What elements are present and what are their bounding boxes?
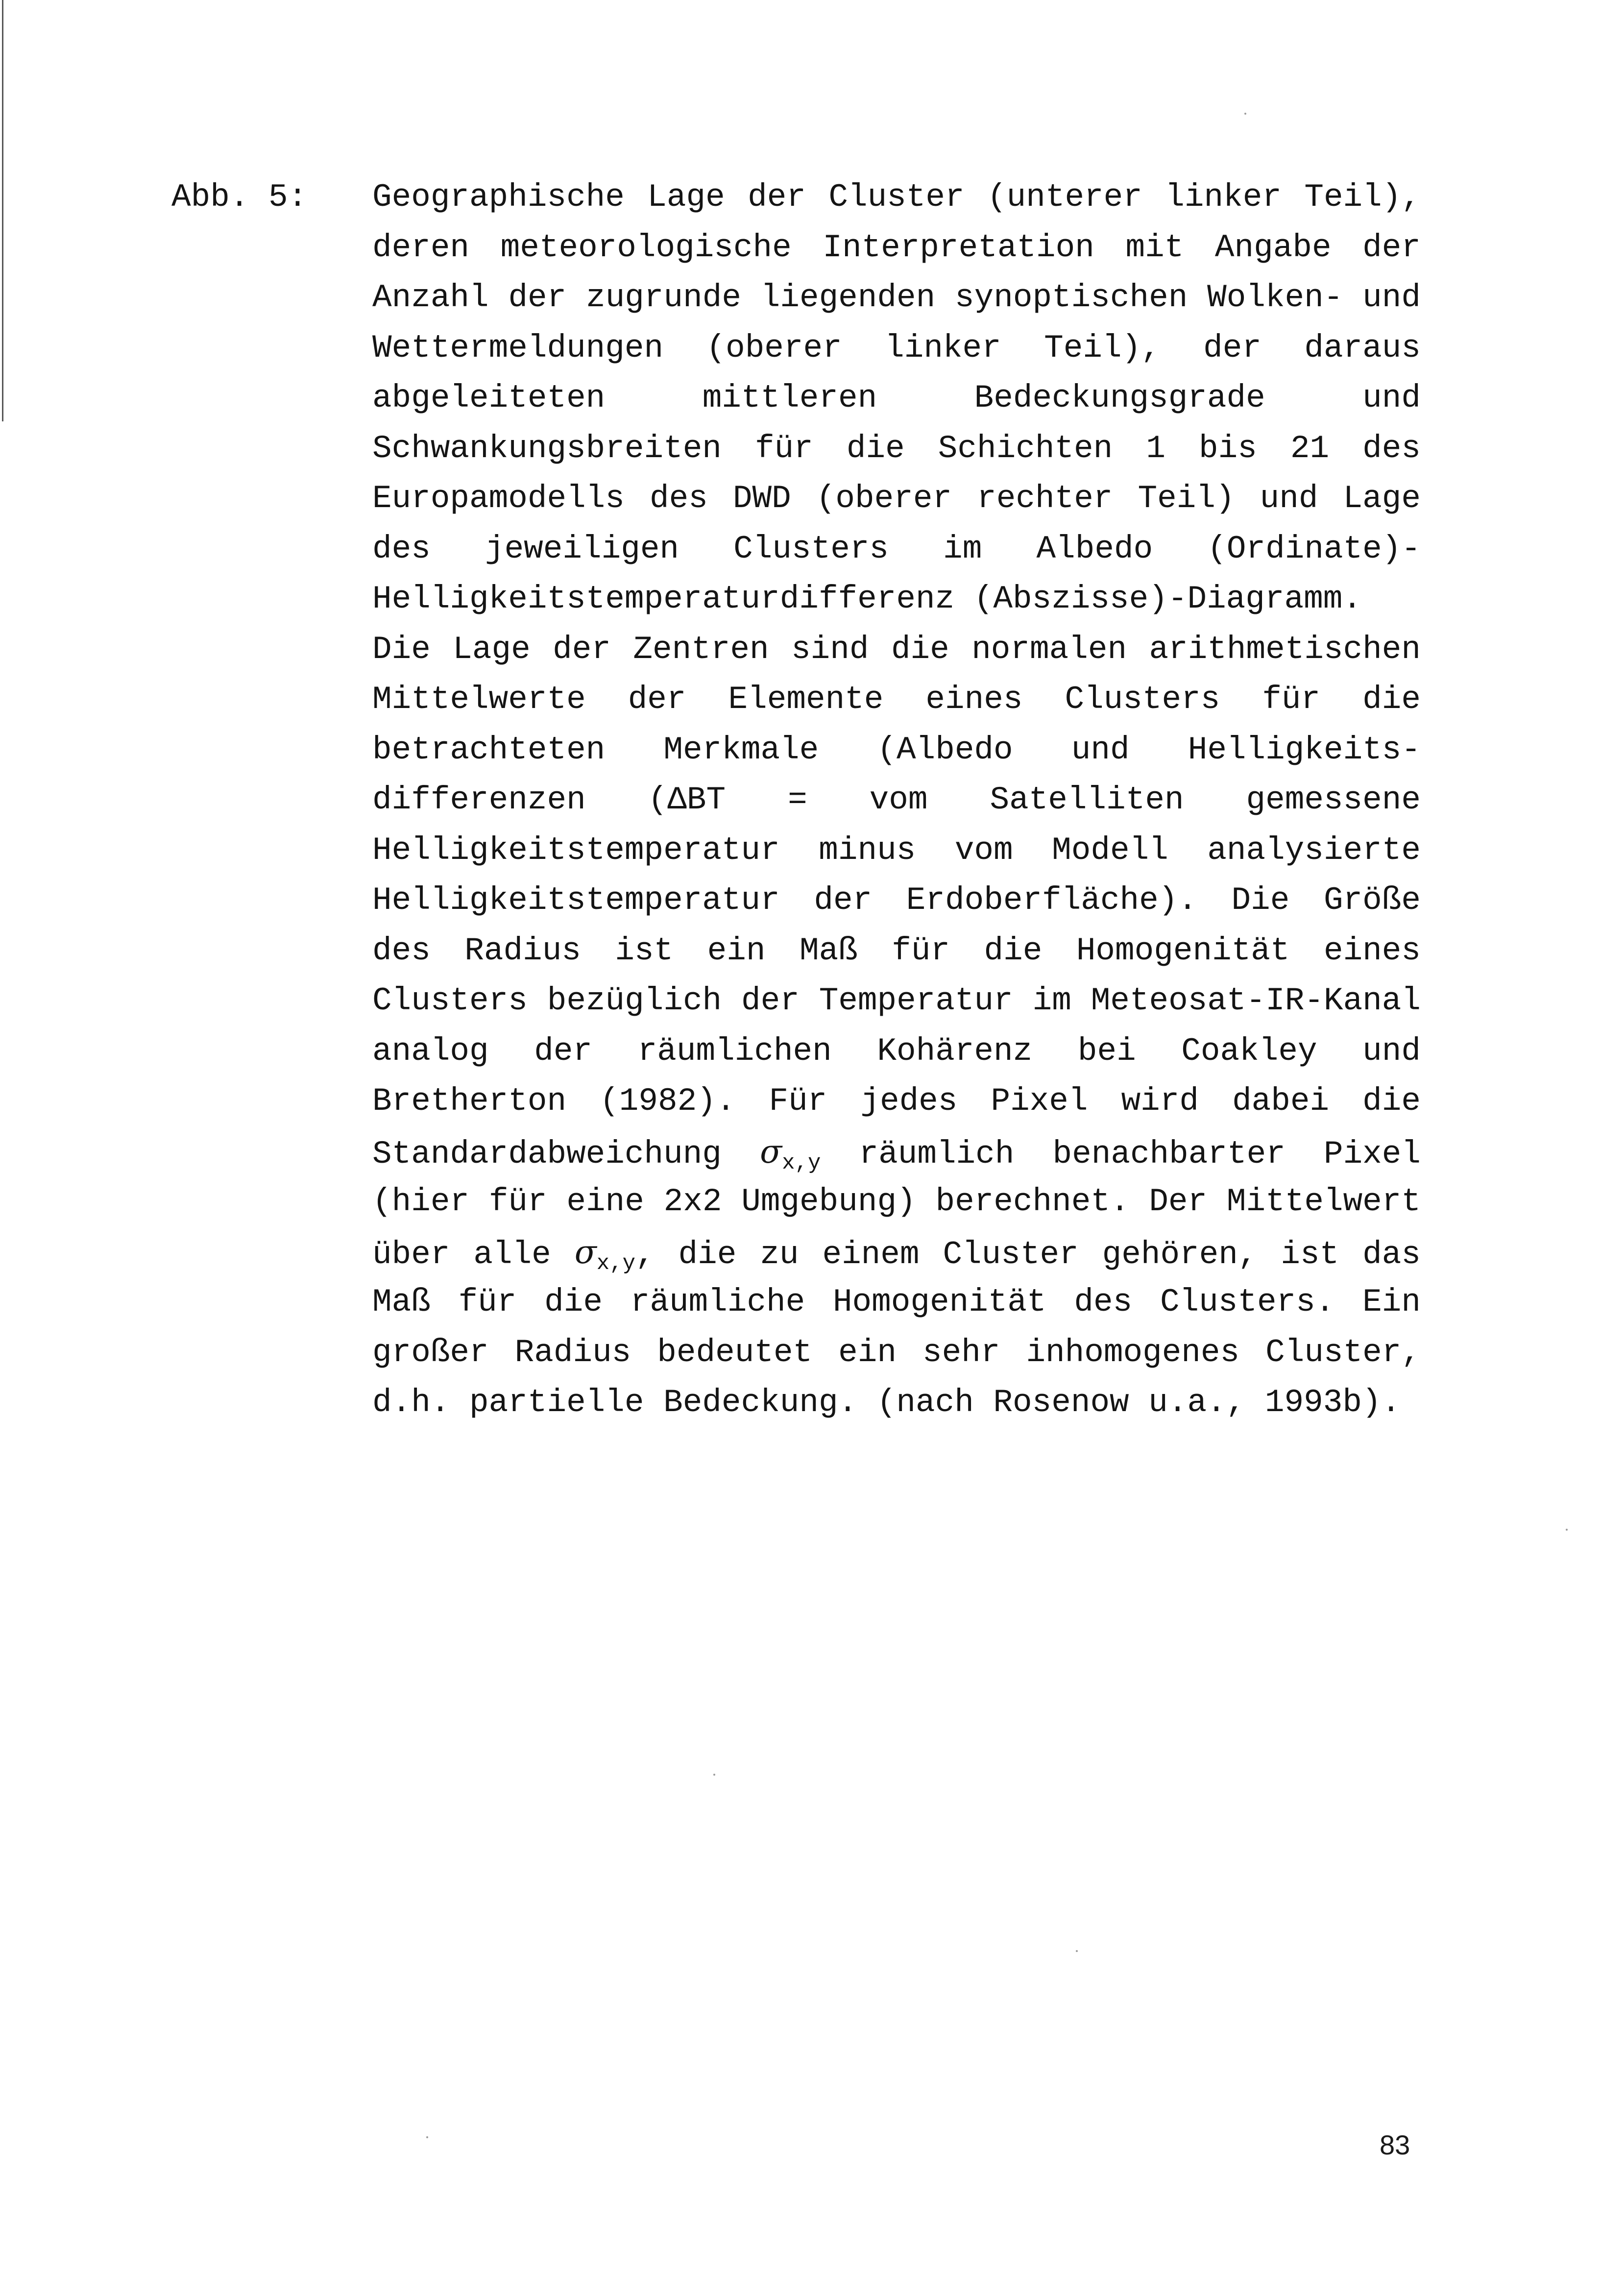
scan-speck: [1244, 113, 1246, 115]
caption-text: räumlich benachbarter Pixel: [821, 1135, 1421, 1172]
caption-line: Clusters bezüglich der Temperatur im Meteosat-IR-Kanal: [372, 982, 1421, 1019]
caption-line: Schwankungsbreiten für die Schichten 1 bis 21 des: [372, 430, 1421, 467]
scan-speck: [1076, 1950, 1078, 1952]
caption-line: (hier für eine 2x2 Umgebung) berechnet. Der Mittelwert: [372, 1183, 1421, 1220]
scan-speck: [1566, 1529, 1568, 1531]
sigma-subscript: x,y: [782, 1150, 821, 1175]
caption-line: Anzahl der zugrunde liegenden synoptischen Wolken- und: [372, 279, 1421, 316]
caption-line: des jeweiligen Clusters im Albedo (Ordinate)-: [372, 530, 1421, 567]
caption-text: , die zu einem Cluster gehören, ist das: [635, 1236, 1421, 1273]
caption-line: abgeleiteten mittleren Bedeckungsgrade und: [372, 380, 1421, 416]
sigma-symbol: σ: [760, 1132, 782, 1171]
caption-line: Bretherton (1982). Für jedes Pixel wird dabei die: [372, 1083, 1421, 1120]
caption-line: Helligkeitstemperatur der Erdoberfläche). Die Größe: [372, 882, 1421, 919]
sigma-symbol: σ: [574, 1233, 597, 1271]
caption-line: großer Radius bedeutet ein sehr inhomogenes Cluster,: [372, 1334, 1421, 1371]
caption-line: Helligkeitstemperatur minus vom Modell analysierte: [372, 831, 1421, 869]
caption-line: Wettermeldungen (oberer linker Teil), der daraus: [372, 329, 1421, 366]
caption-line: Helligkeitstemperaturdifferenz (Abszisse)-Diagramm.: [372, 581, 1362, 617]
caption-line: analog der räumlichen Kohärenz bei Coakley und: [372, 1032, 1421, 1070]
figure-caption: [372, 172, 1421, 1428]
caption-line: Maß für die räumliche Homogenität des Clusters. Ein: [372, 1284, 1421, 1320]
binding-edge-line: [2, 0, 3, 421]
caption-line-sigma: [372, 1227, 1421, 1278]
caption-line: Geographische Lage der Cluster (unterer linker Teil),: [372, 179, 1421, 216]
caption-text: über alle: [372, 1236, 575, 1273]
caption-line: Mittelwerte der Elemente eines Clusters für die: [372, 681, 1421, 718]
caption-line-sigma: [372, 1127, 1421, 1177]
caption-line: Die Lage der Zentren sind die normalen arithmetischen: [372, 631, 1421, 668]
caption-line: d.h. partielle Bedeckung. (nach Rosenow u.a., 1993b).: [372, 1384, 1401, 1421]
scan-speck: [713, 1774, 715, 1776]
caption-line: deren meteorologische Interpretation mit Angabe der: [372, 229, 1421, 266]
caption-line: betrachteten Merkmale (Albedo und Helligkeits-: [372, 731, 1421, 768]
page-number: 83: [1380, 2129, 1410, 2160]
caption-line: des Radius ist ein Maß für die Homogenität eines: [372, 932, 1421, 969]
caption-line: Europamodells des DWD (oberer rechter Teil) und Lage: [372, 480, 1421, 517]
caption-line: differenzen (ΔBT = vom Satelliten gemessene: [372, 782, 1421, 818]
figure-label: Abb. 5:: [171, 179, 308, 216]
sigma-subscript: x,y: [596, 1251, 636, 1276]
caption-text: Standardabweichung: [372, 1135, 760, 1172]
scan-speck: [426, 2136, 428, 2138]
